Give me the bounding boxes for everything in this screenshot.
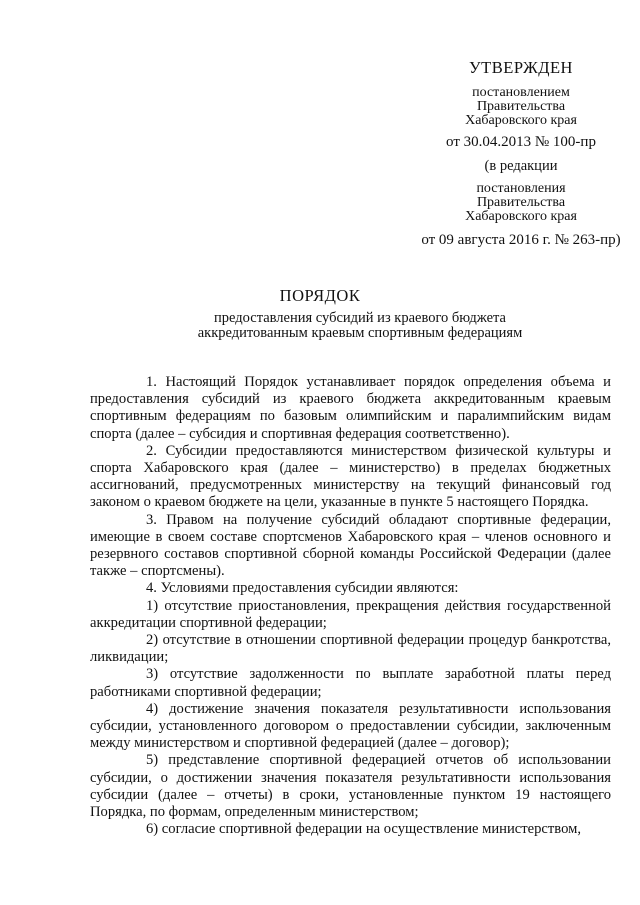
- document-title: ПОРЯДОК: [279, 286, 361, 305]
- approval-title: УТВЕРЖДЕН: [469, 58, 573, 77]
- approval-stamp: [390, 58, 640, 248]
- document-body: [90, 374, 611, 838]
- paragraph: 1. Настоящий Порядок устанавливает порядок определения объема и предоставления субсидий из краевого бюджета аккредитованным краевым спортивным федерациям по базовым олимпийским и паралимпийским видам спорта (далее – субсидия и спортивная федерация соответственно).: [90, 374, 611, 442]
- amendment-line-3: Хабаровского края: [465, 209, 577, 224]
- amendment-date: от 09 августа 2016 г. № 263-пр): [421, 232, 621, 248]
- paragraph: 5) представление спортивной федерацией отчетов об использовании субсидии, о достижении значения показателя результативности использования субсидии (далее – отчеты) в сроки, установленные пунктом 19 настоящего Порядка, по формам, определенным министерством;: [90, 752, 611, 821]
- subtitle-line-2: аккредитованным краевым спортивным федерациям: [197, 325, 523, 341]
- paragraph: 6) согласие спортивной федерации на осуществление министерством,: [146, 821, 581, 838]
- subtitle-line-1: предоставления субсидий из краевого бюджета: [214, 310, 506, 326]
- approval-date: от 30.04.2013 № 100-пр: [446, 134, 596, 150]
- approval-line-2: Правительства: [476, 99, 566, 114]
- redaction-note: (в редакции: [484, 158, 558, 174]
- amendment-line-1: постановления: [476, 181, 566, 196]
- amendment-line-2: Правительства: [476, 195, 566, 210]
- approval-line-3: Хабаровского края: [465, 113, 577, 128]
- paragraph: 2. Субсидии предоставляются министерством физической культуры и спорта Хабаровского края (далее – министерство) в пределах бюджетных ассигнований, предусмотренных министерству на текущий финансовый год законом о краевом бюджете на цели, указанные в пункте 5 настоящего Порядка.: [90, 442, 611, 511]
- paragraph: 3. Правом на получение субсидий обладают спортивные федерации, имеющие в своем составе спортсменов Хабаровского края – членов основного и резервного составов спортивной сборной команды Российской Федерации (далее также – спортсмены).: [90, 511, 611, 580]
- paragraph: 4. Условиями предоставления субсидии являются:: [146, 580, 459, 597]
- paragraph: 3) отсутствие задолженности по выплате заработной платы перед работниками спортивной федерации;: [90, 666, 611, 700]
- paragraph: 1) отсутствие приостановления, прекращения действия государственной аккредитации спортивной федерации;: [90, 597, 611, 631]
- paragraph: 4) достижение значения показателя результативности использования субсидии, установленного договором о предоставлении субсидии, заключенным между министерством и спортивной федерацией (далее – договор);: [90, 700, 611, 752]
- paragraph: 2) отсутствие в отношении спортивной федерации процедур банкротства, ликвидации;: [90, 632, 611, 666]
- approval-line-1: постановлением: [472, 85, 570, 100]
- document-subtitle: [150, 311, 570, 341]
